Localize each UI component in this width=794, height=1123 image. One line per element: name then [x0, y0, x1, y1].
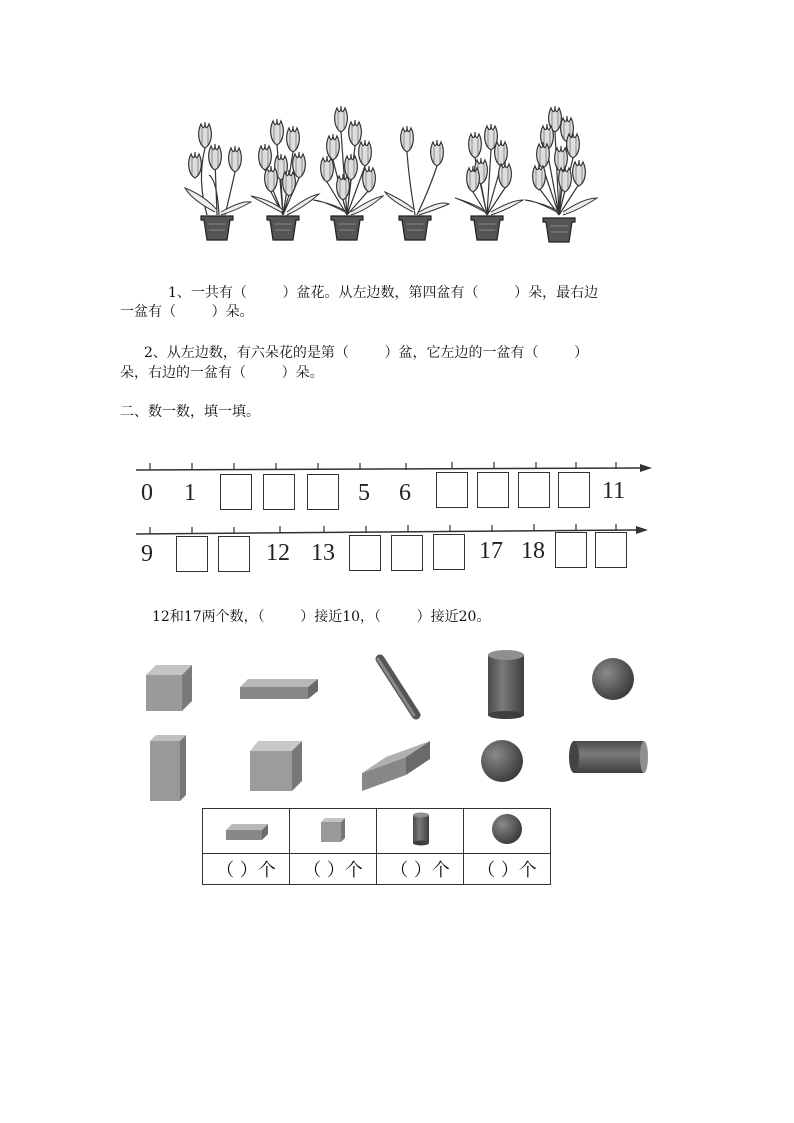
number-line-2-label-12: 12 — [266, 540, 290, 566]
number-line-1-label-6: 6 — [399, 480, 411, 506]
number-line-1-blank-3[interactable] — [263, 474, 295, 510]
sphere-icon-cell — [464, 809, 551, 854]
flower-pot-5 — [455, 124, 523, 240]
sphere-icon — [487, 811, 527, 847]
cube-count-cell[interactable]: （ ）个 — [290, 854, 377, 885]
cylinder-count-cell[interactable]: （ ）个 — [377, 854, 464, 885]
number-line-2-blank-11[interactable] — [218, 536, 250, 572]
cube-shape — [250, 741, 302, 791]
cylinder-shape — [488, 650, 524, 719]
lying-cylinder-shape — [569, 741, 648, 773]
number-line-1-blank-2[interactable] — [220, 474, 252, 510]
number-line-1-blank-9[interactable] — [518, 472, 550, 508]
shapes-illustration — [140, 645, 660, 810]
flower-pots-illustration — [175, 100, 620, 252]
sphere-shape — [592, 658, 634, 700]
cube-icon — [313, 812, 353, 846]
number-line-1-blank-7[interactable] — [436, 472, 468, 508]
flat-cuboid-shape — [240, 679, 318, 699]
number-line-1-label-5: 5 — [358, 480, 370, 506]
flower-pot-1 — [185, 122, 251, 240]
section-2-title: 二、数一数，填一填。 — [120, 404, 260, 420]
number-line-1-label-11: 11 — [602, 478, 626, 504]
number-line-2-blank-20[interactable] — [595, 532, 627, 568]
shape-count-table — [202, 808, 551, 885]
number-line-2-label-13: 13 — [311, 540, 335, 566]
number-line-2-label-9: 9 — [141, 541, 153, 567]
question-2-line-2: 朵，右边的一盆有（ ）朵。 — [120, 365, 324, 381]
number-line-2-label-18: 18 — [521, 538, 545, 564]
flower-pot-4 — [385, 126, 449, 240]
cuboid-count-cell[interactable]: （ ）个 — [203, 854, 290, 885]
number-line-1-blank-10[interactable] — [558, 472, 590, 508]
number-line-2-label-17: 17 — [479, 538, 503, 564]
cuboid-icon — [216, 814, 276, 844]
cuboid-icon-cell — [203, 809, 290, 854]
number-line-1-label-1: 1 — [184, 480, 196, 506]
number-line-2-blank-10[interactable] — [176, 536, 208, 572]
question-2-line-1: 2、从左边数，有六朵花的是第（ ）盆，它左边的一盆有（ ） — [144, 345, 589, 361]
cuboid-shape — [146, 665, 192, 711]
cube-icon-cell — [290, 809, 377, 854]
question-3-text: 12和17两个数，（ ）接近10，（ ）接近20。 — [152, 609, 491, 625]
number-line-1-blank-4[interactable] — [307, 474, 339, 510]
thin-cylinder-shape — [378, 659, 416, 715]
tall-cuboid-shape — [150, 735, 186, 801]
question-1-line-1: 1、一共有（ ）盆花。从左边数，第四盆有（ ）朵，最右边 — [168, 285, 599, 301]
number-line-2-blank-19[interactable] — [555, 532, 587, 568]
number-line-2-blank-15[interactable] — [391, 535, 423, 571]
long-cuboid-shape — [362, 741, 430, 791]
cylinder-icon-cell — [377, 809, 464, 854]
cylinder-icon — [405, 810, 435, 848]
sphere-shape-2 — [481, 740, 523, 782]
number-line-2-blank-16[interactable] — [433, 534, 465, 570]
flower-pot-6 — [525, 106, 597, 242]
number-line-2-blank-14[interactable] — [349, 535, 381, 571]
question-1-line-2: 一盆有（ ）朵。 — [120, 304, 254, 320]
number-line-1-label-0: 0 — [141, 480, 153, 506]
flower-pot-3 — [313, 106, 383, 240]
number-line-1-blank-8[interactable] — [477, 472, 509, 508]
sphere-count-cell[interactable]: （ ）个 — [464, 854, 551, 885]
flower-pot-2 — [251, 119, 319, 240]
